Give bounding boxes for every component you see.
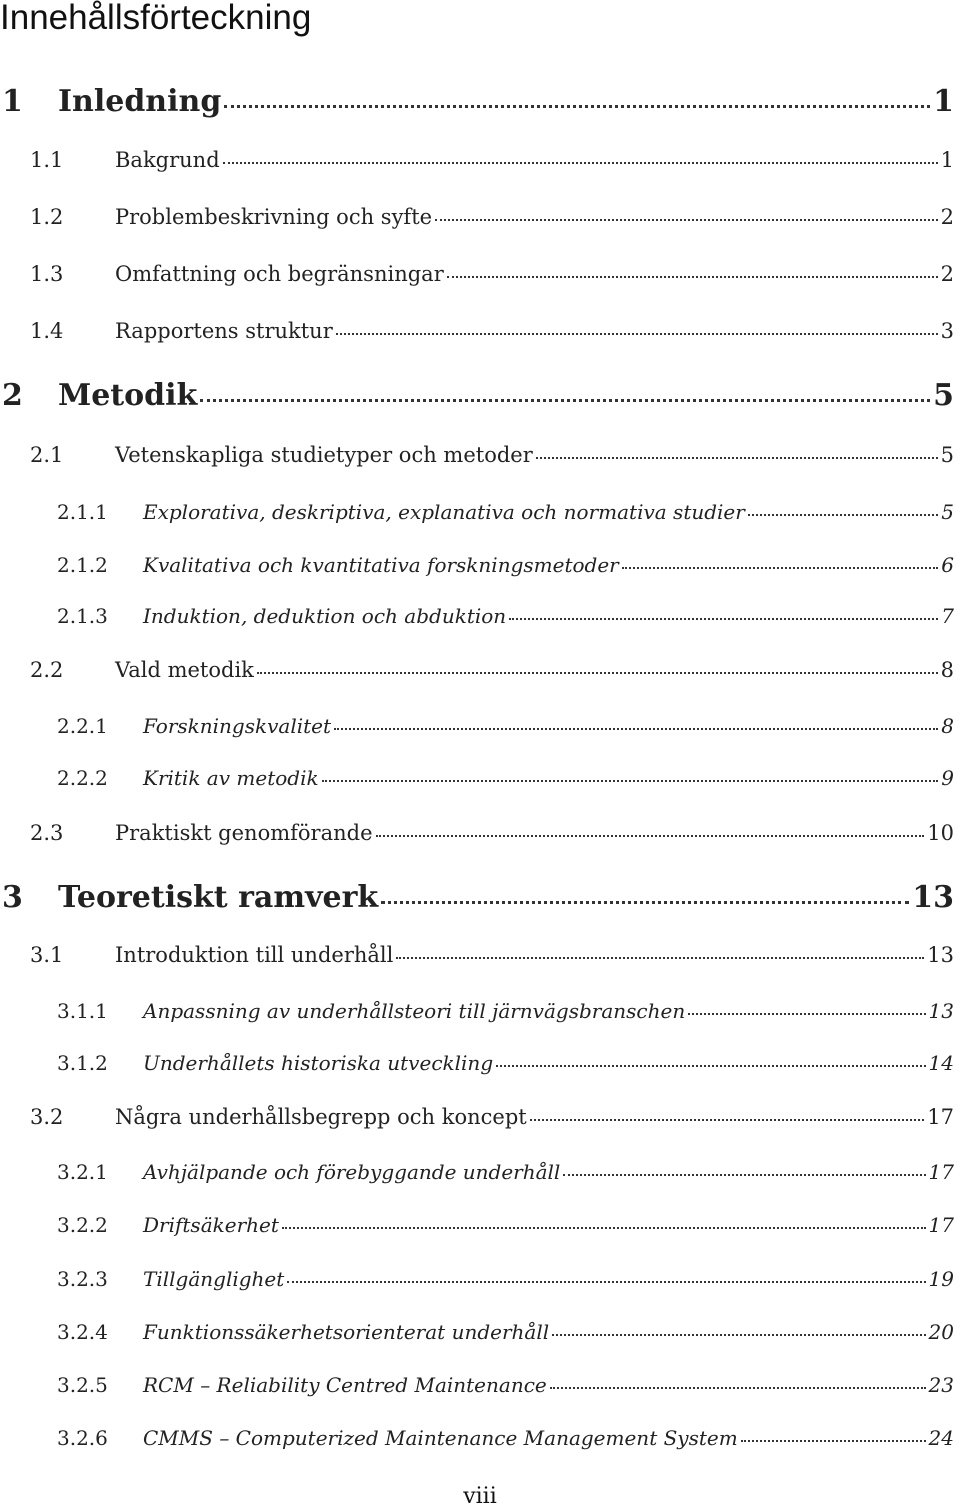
toc-entry-page[interactable]: 17 [928, 1213, 954, 1237]
dot-leader [334, 728, 938, 730]
toc-entry-number: 2.2 [30, 658, 64, 682]
toc-entry-page[interactable]: 8 [941, 714, 954, 738]
toc-entry-line [58, 84, 954, 119]
toc-entry-title[interactable]: Anpassning av underhållsteori till järnvägsbranschen [143, 999, 686, 1023]
toc-entry-title[interactable]: Kvalitativa och kvantitativa forskningsmetoder [143, 553, 619, 577]
toc-entry-number: 2.2.1 [57, 714, 108, 738]
toc-entry-2-2-1[interactable] [0, 714, 954, 738]
toc-entry-3-1[interactable] [0, 943, 954, 967]
toc-entry-page[interactable]: 2 [940, 205, 954, 229]
toc-entry-1-2[interactable] [0, 205, 954, 229]
toc-entry-line [143, 999, 954, 1023]
toc-entry-title[interactable]: Bakgrund [115, 148, 220, 172]
dot-leader [381, 901, 909, 904]
toc-entry-number: 3.2.5 [57, 1373, 108, 1397]
toc-entry-line [143, 714, 954, 738]
toc-entry-number: 3.1.2 [57, 1051, 108, 1075]
toc-entry-2[interactable] [0, 378, 954, 413]
dot-leader [435, 219, 938, 221]
toc-entry-line [143, 1320, 954, 1344]
toc-entry-page[interactable]: 19 [928, 1267, 954, 1291]
toc-entry-page[interactable]: 9 [941, 766, 954, 790]
dot-leader [282, 1227, 926, 1229]
toc-entry-page[interactable]: 14 [928, 1051, 954, 1075]
toc-entry-number: 2.2.2 [57, 766, 108, 790]
toc-entry-number: 1 [2, 84, 23, 119]
toc-entry-number: 2.1.2 [57, 553, 108, 577]
toc-entry-2-3[interactable] [0, 821, 954, 845]
toc-entry-title[interactable]: Några underhållsbegrepp och koncept [115, 1105, 527, 1129]
toc-entry-number: 3.2.4 [57, 1320, 108, 1344]
dot-leader [336, 333, 938, 335]
toc-entry-number: 3 [2, 880, 23, 915]
toc-entry-number: 3.2 [30, 1105, 64, 1129]
toc-entry-number: 3.2.2 [57, 1213, 108, 1237]
toc-entry-page[interactable]: 17 [927, 1105, 954, 1129]
toc-entry-3[interactable] [0, 880, 954, 915]
dot-leader [376, 835, 925, 837]
dot-leader [622, 567, 939, 569]
toc-entry-title[interactable]: Funktionssäkerhetsorienterat underhåll [143, 1320, 550, 1344]
dot-leader [200, 399, 930, 402]
toc-entry-2-2[interactable] [0, 658, 954, 682]
toc-entry-line [143, 1160, 954, 1184]
toc-entry-3-2[interactable] [0, 1105, 954, 1129]
toc-entry-title[interactable]: Forskningskvalitet [143, 714, 332, 738]
toc-entry-title[interactable]: Vetenskapliga studietyper och metoder [115, 443, 533, 467]
toc-entry-line [115, 1105, 954, 1129]
dot-leader [396, 957, 924, 959]
toc-entry-number: 3.2.3 [57, 1267, 108, 1291]
toc-entry-page[interactable]: 13 [927, 943, 954, 967]
dot-leader [552, 1334, 925, 1336]
toc-entry-line [115, 205, 954, 229]
toc-entry-2-1-3[interactable] [0, 604, 954, 628]
toc-entry-page[interactable]: 24 [928, 1426, 954, 1450]
toc-entry-2-2-2[interactable] [0, 766, 954, 790]
toc-entry-title[interactable]: Inledning [58, 84, 222, 119]
toc-entry-number: 2.1 [30, 443, 64, 467]
toc-entry-page[interactable]: 6 [941, 553, 954, 577]
toc-entry-page[interactable]: 1 [940, 148, 954, 172]
toc-entry-page[interactable]: 13 [928, 999, 954, 1023]
dot-leader [223, 162, 938, 164]
toc-entry-page[interactable]: 2 [940, 262, 954, 286]
toc-entry-line [115, 658, 954, 682]
dot-leader [748, 514, 938, 516]
toc-entry-line [115, 262, 954, 286]
toc-entry-3-2-5[interactable] [0, 1373, 954, 1397]
toc-entry-2-1-2[interactable] [0, 553, 954, 577]
toc-entry-page[interactable]: 20 [928, 1320, 954, 1344]
dot-leader [741, 1440, 926, 1442]
toc-entry-line [143, 604, 954, 628]
toc-entry-3-2-1[interactable] [0, 1160, 954, 1184]
toc-entry-3-2-4[interactable] [0, 1320, 954, 1344]
toc-entry-number: 3.1.1 [57, 999, 108, 1023]
toc-entry-line [143, 1426, 954, 1450]
toc-entry-page[interactable]: 5 [941, 500, 954, 524]
toc-entry-1[interactable] [0, 84, 954, 119]
toc-entry-number: 2.1.1 [57, 500, 108, 524]
toc-entry-3-2-2[interactable] [0, 1213, 954, 1237]
toc-entry-page[interactable]: 5 [940, 443, 954, 467]
page-number: viii [463, 1484, 497, 1509]
dot-leader [224, 105, 930, 108]
toc-entry-line [115, 443, 954, 467]
toc-entry-line [58, 378, 954, 413]
toc-entry-title[interactable]: Introduktion till underhåll [115, 943, 394, 967]
toc-entry-number: 2.1.3 [57, 604, 108, 628]
toc-entry-3-2-6[interactable] [0, 1426, 954, 1450]
dot-leader [536, 457, 938, 459]
toc-entry-page[interactable]: 3 [940, 319, 954, 343]
toc-entry-line [115, 148, 954, 172]
toc-entry-title[interactable]: Rapportens struktur [115, 319, 333, 343]
toc-entry-page[interactable]: 23 [928, 1373, 954, 1397]
toc-entry-line [143, 1267, 954, 1291]
toc-entry-2-1[interactable] [0, 443, 954, 467]
toc-entry-page[interactable]: 5 [933, 378, 954, 413]
toc-entry-3-1-2[interactable] [0, 1051, 954, 1075]
toc-entry-line [143, 1373, 954, 1397]
dot-leader [688, 1013, 925, 1015]
toc-entry-number: 1.1 [30, 148, 64, 172]
toc-entry-title[interactable]: Kritik av metodik [143, 766, 319, 790]
toc-entry-number: 3.2.1 [57, 1160, 108, 1184]
toc-entry-title[interactable]: Omfattning och begränsningar [115, 262, 444, 286]
toc-entry-number: 1.4 [30, 319, 64, 343]
toc-entry-page[interactable]: 7 [941, 604, 954, 628]
toc-entry-title[interactable]: Teoretiskt ramverk [58, 880, 379, 915]
dot-leader [287, 1281, 925, 1283]
dot-leader [322, 780, 939, 782]
toc-entry-title[interactable]: Induktion, deduktion och abduktion [143, 604, 507, 628]
toc-entry-1-4[interactable] [0, 319, 954, 343]
toc-entry-title[interactable]: RCM – Reliability Centred Maintenance [143, 1373, 547, 1397]
toc-entry-number: 1.2 [30, 205, 64, 229]
dot-leader [550, 1387, 926, 1389]
toc-entry-number: 2.3 [30, 821, 64, 845]
toc-entry-number: 2 [2, 378, 23, 413]
dot-leader [496, 1065, 925, 1067]
toc-entry-3-1-1[interactable] [0, 999, 954, 1023]
dot-leader [530, 1119, 925, 1121]
toc-entry-line [58, 880, 954, 915]
toc-entry-2-1-1[interactable] [0, 500, 954, 524]
dot-leader [257, 672, 938, 674]
toc-entry-number: 1.3 [30, 262, 64, 286]
page-title: Innehållsförteckning [0, 0, 312, 37]
toc-entry-title[interactable]: Tillgänglighet [143, 1267, 285, 1291]
toc-entry-1-1[interactable] [0, 148, 954, 172]
toc-entry-page[interactable]: 17 [928, 1160, 954, 1184]
toc-entry-title[interactable]: CMMS – Computerized Maintenance Management System [143, 1426, 738, 1450]
toc-entry-line [115, 319, 954, 343]
toc-entry-title[interactable]: Vald metodik [115, 658, 254, 682]
toc-entry-line [115, 943, 954, 967]
toc-entry-page[interactable]: 10 [927, 821, 954, 845]
toc-entry-line [143, 1051, 954, 1075]
toc-entry-title[interactable]: Praktiskt genomförande [115, 821, 373, 845]
toc-entry-title[interactable]: Problembeskrivning och syfte [115, 205, 433, 229]
toc-entry-page[interactable]: 13 [912, 880, 954, 915]
toc-entry-line [143, 1213, 954, 1237]
toc-entry-title[interactable]: Driftsäkerhet [143, 1213, 279, 1237]
toc-entry-3-2-3[interactable] [0, 1267, 954, 1291]
dot-leader [509, 618, 938, 620]
toc-entry-1-3[interactable] [0, 262, 954, 286]
toc-entry-title[interactable]: Explorativa, deskriptiva, explanativa och normativa studier [143, 500, 745, 524]
toc-entry-line [143, 766, 954, 790]
dot-leader [563, 1174, 925, 1176]
toc-entry-page[interactable]: 1 [933, 84, 954, 119]
toc-entry-number: 3.1 [30, 943, 64, 967]
toc-entry-page[interactable]: 8 [940, 658, 954, 682]
toc-entry-line [115, 821, 954, 845]
toc-entry-title[interactable]: Underhållets historiska utveckling [143, 1051, 494, 1075]
toc-entry-line [143, 553, 954, 577]
toc-entry-title[interactable]: Avhjälpande och förebyggande underhåll [143, 1160, 561, 1184]
toc-entry-number: 3.2.6 [57, 1426, 108, 1450]
toc-entry-title[interactable]: Metodik [58, 378, 198, 413]
toc-entry-line [143, 500, 954, 524]
dot-leader [447, 276, 938, 278]
